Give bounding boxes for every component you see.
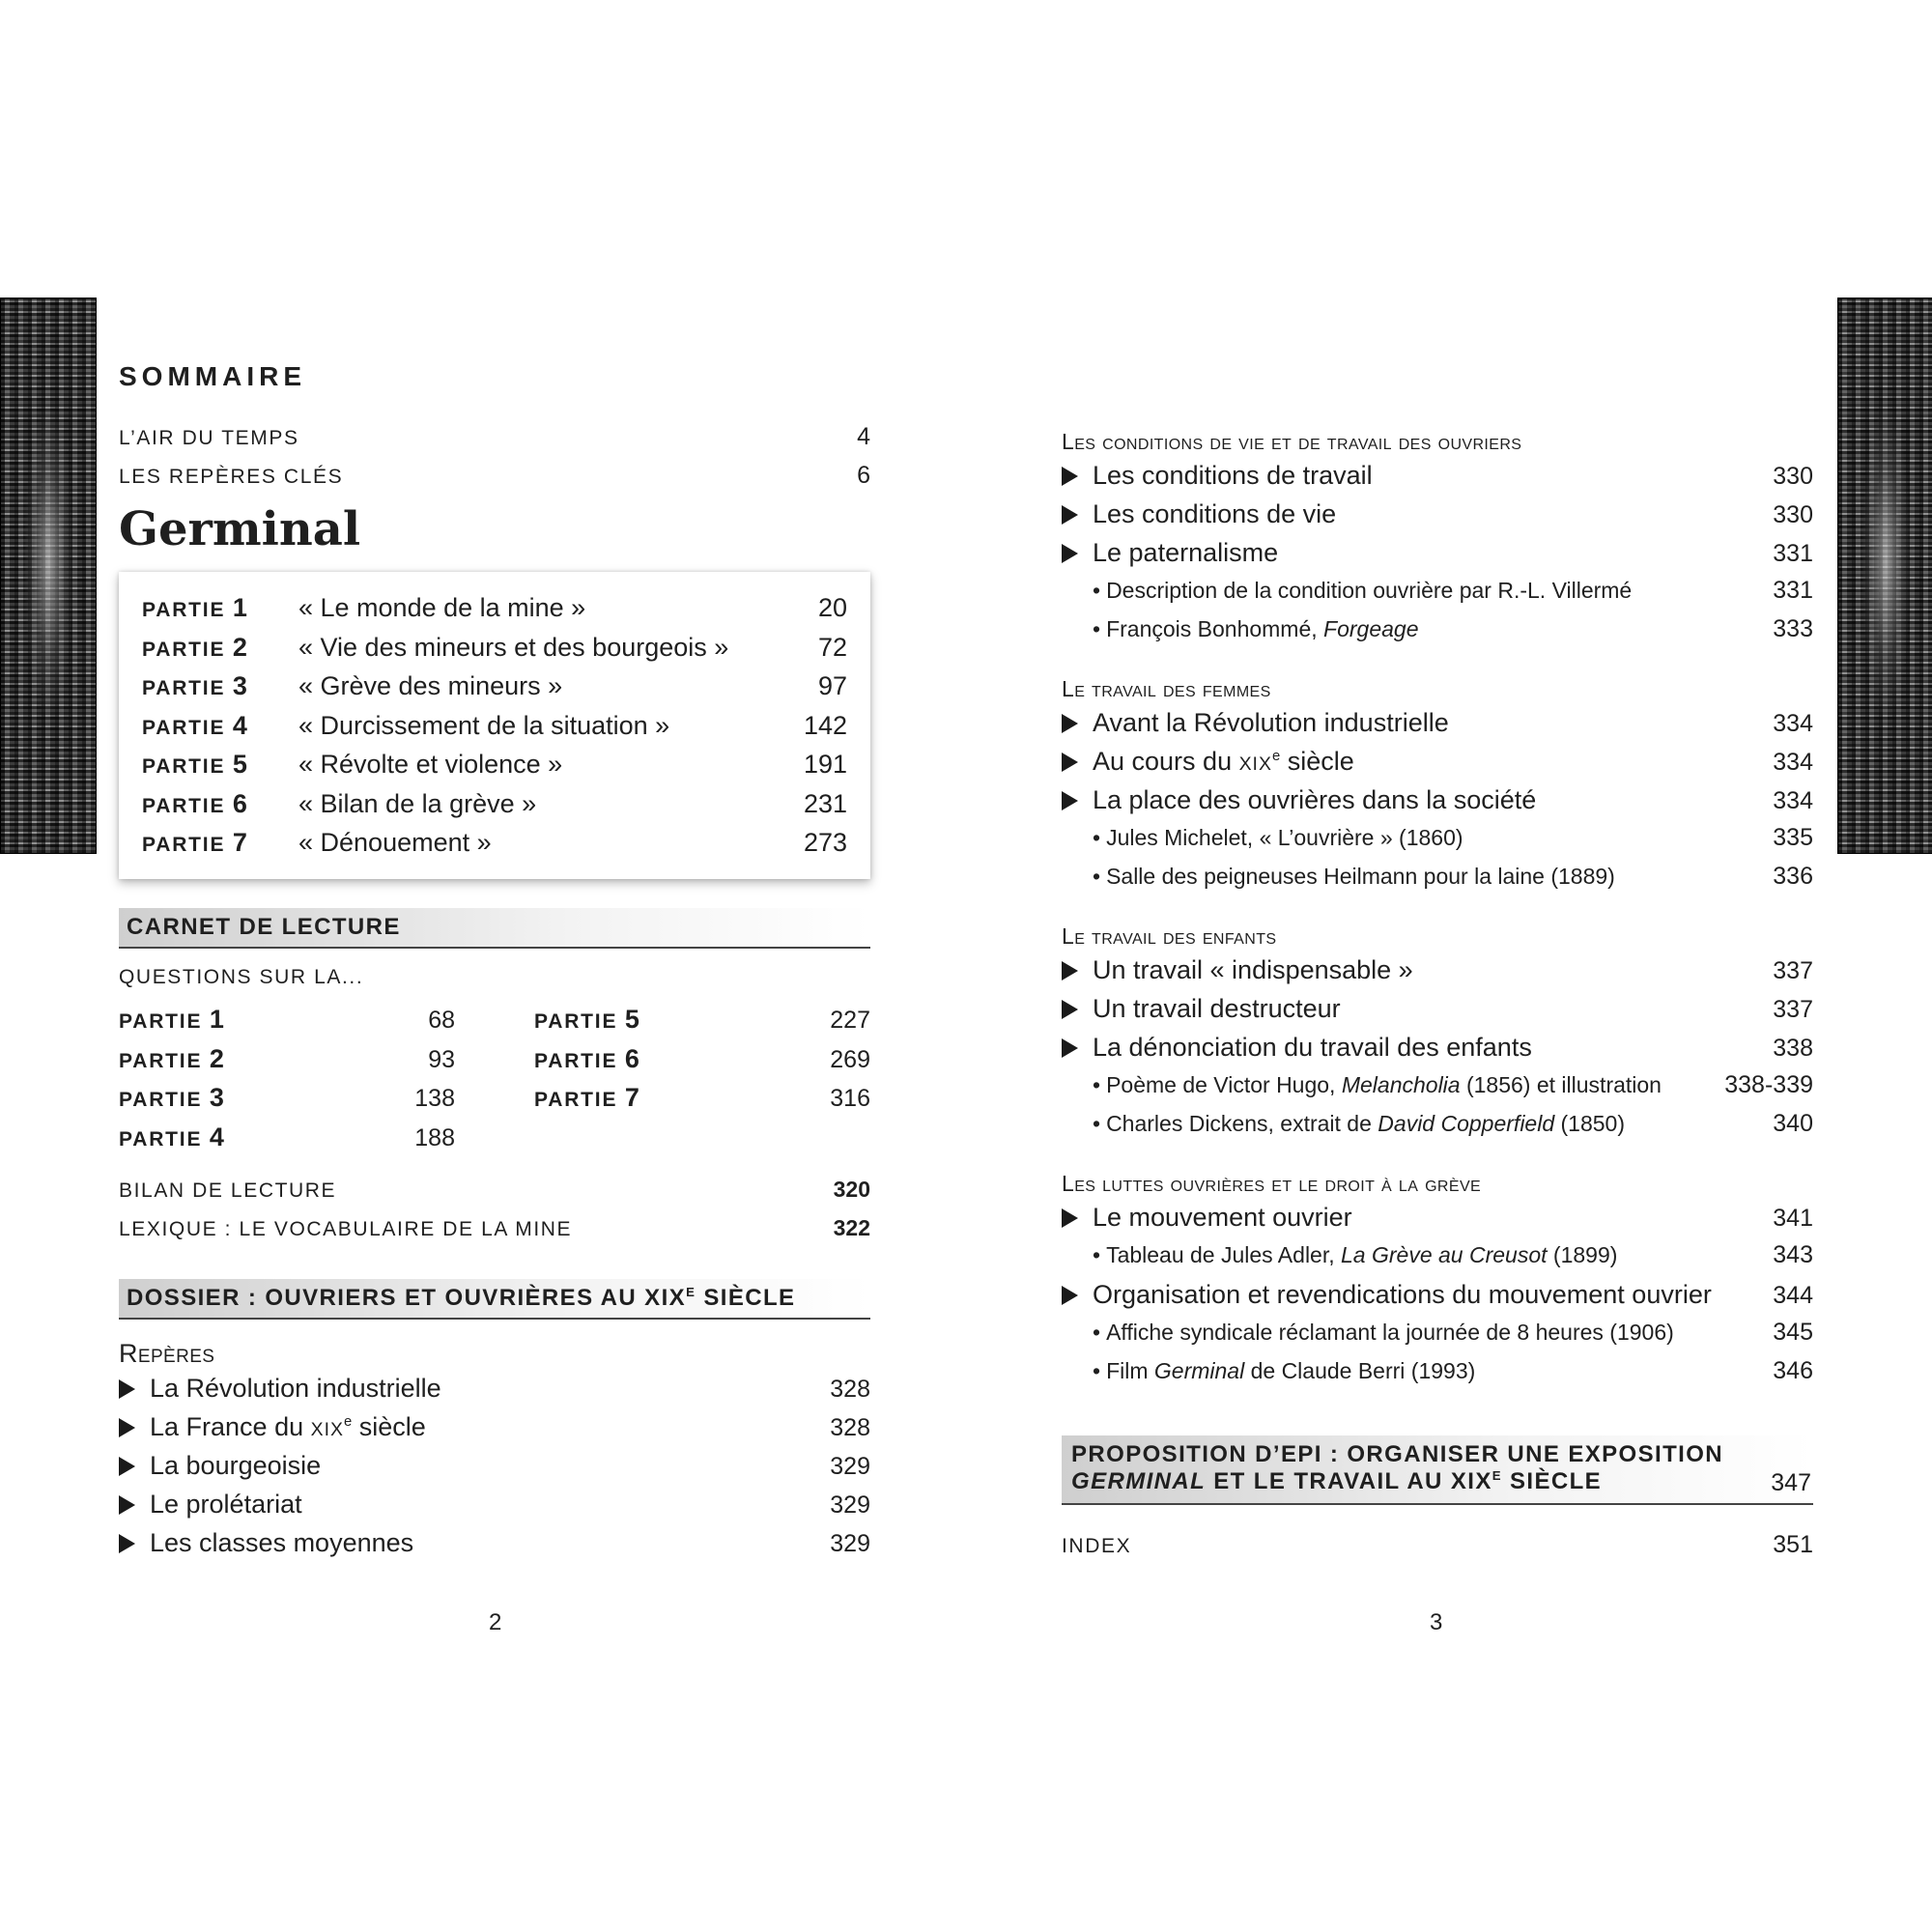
part-title: « Durcissement de la situation » xyxy=(298,710,670,740)
repere-text: La Révolution industrielle xyxy=(150,1374,441,1403)
question-label xyxy=(119,1044,224,1074)
toc-entry[interactable] xyxy=(1062,955,1813,994)
part-title: « Grève des mineurs » xyxy=(298,671,563,700)
part-number: 3 xyxy=(232,671,247,700)
questions-col-1 xyxy=(119,1005,455,1161)
part-label-text: PARTIE xyxy=(142,794,226,817)
entry-text: Salle des peigneuses Heilmann pour la laine (1889) xyxy=(1106,864,1615,889)
entry-text: François Bonhommé, xyxy=(1106,616,1324,641)
repere-text: Les classes moyennes xyxy=(150,1528,414,1557)
repere-page: 328 xyxy=(830,1376,870,1403)
entry-label xyxy=(1062,499,1336,529)
carnet-heading: CARNET DE LECTURE xyxy=(119,908,870,949)
entry-text: Avant la Révolution industrielle xyxy=(1093,708,1449,737)
question-label-text: PARTIE xyxy=(119,1049,203,1072)
part-number: 5 xyxy=(232,750,247,779)
epi-end: SIÈCLE xyxy=(1501,1468,1603,1494)
part-title: « Dénouement » xyxy=(298,828,492,857)
part-label xyxy=(142,750,298,780)
entry-text: Poème de Victor Hugo, xyxy=(1106,1072,1342,1097)
bullet-dot-icon: • xyxy=(1093,1320,1101,1345)
triangle-bullet-icon xyxy=(119,1534,135,1553)
triangle-bullet-icon xyxy=(1062,505,1078,525)
entry-page: 344 xyxy=(1773,1282,1813,1309)
part-page: 72 xyxy=(817,632,847,662)
question-row[interactable] xyxy=(119,1083,455,1122)
entry-label xyxy=(1062,994,1341,1024)
toc-subentry[interactable] xyxy=(1062,824,1813,863)
toc-bilan[interactable] xyxy=(119,1177,870,1203)
part-label-text: PARTIE xyxy=(142,638,226,661)
entry-text: Affiche syndicale réclamant la journée de 8 heures (1906) xyxy=(1106,1320,1674,1345)
question-label xyxy=(534,1083,639,1113)
part-title: « Bilan de la grève » xyxy=(298,788,537,818)
entry-page: 340 xyxy=(1773,1110,1813,1137)
toc-subentry[interactable] xyxy=(1062,1110,1813,1149)
entry-label xyxy=(1093,616,1419,642)
repere-entry[interactable] xyxy=(119,1528,870,1567)
toc-page: 351 xyxy=(1773,1531,1813,1558)
toc-label: LEXIQUE : LE VOCABULAIRE DE LA MINE xyxy=(119,1218,573,1240)
toc-entry[interactable] xyxy=(1062,499,1813,538)
entry-label xyxy=(1093,1358,1475,1384)
toc-entry[interactable] xyxy=(1062,994,1813,1033)
repere-entry[interactable] xyxy=(119,1412,870,1451)
part-label-text: PARTIE xyxy=(142,834,226,856)
toc-subentry[interactable] xyxy=(1062,615,1813,654)
repere-text: La bourgeoisie xyxy=(150,1451,322,1480)
question-number: 1 xyxy=(209,1005,224,1034)
section-heading: Le travail des femmes xyxy=(1062,675,1271,701)
toc-subentry[interactable] xyxy=(1062,1357,1813,1396)
triangle-bullet-icon xyxy=(1062,714,1078,733)
part-label xyxy=(142,711,298,741)
entry-italic: Forgeage xyxy=(1323,616,1419,641)
epi-line-1: PROPOSITION D’EPI : ORGANISER UNE EXPOSITION xyxy=(1071,1441,1724,1467)
part-number: 1 xyxy=(232,593,247,622)
question-page: 138 xyxy=(414,1085,455,1112)
part-row[interactable] xyxy=(142,828,847,867)
entry-page: 331 xyxy=(1773,540,1813,567)
entry-text: Film xyxy=(1106,1358,1154,1383)
repere-page: 329 xyxy=(830,1492,870,1519)
entry-text: Un travail « indispensable » xyxy=(1093,955,1413,984)
entry-text: Les conditions de vie xyxy=(1093,499,1337,528)
parts-box xyxy=(119,572,870,879)
repere-label xyxy=(119,1451,321,1481)
repere-label xyxy=(119,1374,441,1404)
entry-page: 333 xyxy=(1773,615,1813,642)
part-label-text: PARTIE xyxy=(142,716,226,739)
entry-page: 334 xyxy=(1773,710,1813,737)
toc-subentry[interactable] xyxy=(1062,1241,1813,1280)
repere-text-end: siècle xyxy=(352,1412,426,1441)
triangle-bullet-icon xyxy=(1062,467,1078,486)
part-number: 7 xyxy=(232,828,247,857)
part-label xyxy=(142,633,298,663)
question-label xyxy=(119,1083,224,1113)
part-row[interactable] xyxy=(142,750,847,788)
bullet-dot-icon: • xyxy=(1093,578,1101,603)
page-number-right: 3 xyxy=(1430,1609,1443,1635)
question-row[interactable] xyxy=(119,1005,455,1044)
triangle-bullet-icon xyxy=(1062,1038,1078,1058)
repere-page: 328 xyxy=(830,1414,870,1441)
engraving-strip-right xyxy=(1837,298,1932,854)
part-number: 6 xyxy=(232,788,247,818)
epi-page: 347 xyxy=(1771,1469,1811,1496)
part-title: « Le monde de la mine » xyxy=(298,593,586,622)
toc-subentry[interactable] xyxy=(1062,1319,1813,1357)
entry-text-end: (1856) et illustration xyxy=(1460,1072,1662,1097)
right-toc-sections xyxy=(1062,422,1813,1396)
toc-index[interactable] xyxy=(1062,1531,1813,1559)
toc-entry[interactable] xyxy=(1062,461,1813,499)
bullet-dot-icon: • xyxy=(1093,616,1101,641)
entry-text: Charles Dickens, extrait de xyxy=(1106,1111,1378,1136)
triangle-bullet-icon xyxy=(1062,1208,1078,1228)
toc-intro-2[interactable] xyxy=(119,462,870,490)
entry-italic: Germinal xyxy=(1153,1358,1245,1383)
entry-label xyxy=(1093,1111,1625,1137)
entry-label xyxy=(1062,1280,1712,1310)
entry-century: XIX xyxy=(1238,753,1272,775)
repere-entry[interactable] xyxy=(119,1451,870,1490)
toc-label: LES REPÈRES CLÉS xyxy=(119,466,344,488)
triangle-bullet-icon xyxy=(119,1418,135,1437)
part-label xyxy=(142,593,298,623)
entry-page: 343 xyxy=(1773,1241,1813,1268)
question-row[interactable] xyxy=(534,1083,870,1122)
part-title: « Révolte et violence » xyxy=(298,750,563,779)
question-page: 269 xyxy=(830,1045,870,1073)
part-label-text: PARTIE xyxy=(142,599,226,621)
entry-text: Un travail destructeur xyxy=(1093,994,1341,1023)
part-row[interactable] xyxy=(142,789,847,828)
entry-label xyxy=(1093,578,1632,604)
entry-label xyxy=(1062,461,1373,491)
toc-subentry[interactable] xyxy=(1062,1071,1813,1110)
entry-page: 330 xyxy=(1773,501,1813,528)
toc-page: 320 xyxy=(833,1177,870,1202)
toc-entry[interactable] xyxy=(1062,747,1813,785)
toc-page: 6 xyxy=(857,462,870,489)
part-row[interactable] xyxy=(142,633,847,671)
question-label-text: PARTIE xyxy=(119,1127,203,1151)
triangle-bullet-icon xyxy=(1062,1000,1078,1019)
entry-text: Tableau de Jules Adler, xyxy=(1106,1242,1342,1267)
toc-subentry[interactable] xyxy=(1062,863,1813,901)
entry-italic: Melancholia xyxy=(1341,1072,1461,1097)
question-label xyxy=(534,1044,639,1074)
entry-label xyxy=(1093,1242,1617,1268)
repere-text: La France du xyxy=(150,1412,311,1441)
entry-page: 331 xyxy=(1773,577,1813,604)
question-number: 2 xyxy=(209,1043,224,1073)
engraving-strip-left xyxy=(0,298,97,854)
entry-label xyxy=(1093,1072,1662,1098)
part-page: 231 xyxy=(803,788,847,818)
sommaire-title: SOMMAIRE xyxy=(119,361,306,391)
triangle-bullet-icon xyxy=(119,1379,135,1399)
entry-page: 341 xyxy=(1773,1205,1813,1232)
entry-text: Le paternalisme xyxy=(1093,538,1279,567)
questions-label: QUESTIONS SUR LA... xyxy=(119,966,364,988)
part-label-text: PARTIE xyxy=(142,755,226,778)
question-label-text: PARTIE xyxy=(119,1010,203,1033)
entry-label xyxy=(1093,864,1615,890)
question-page: 316 xyxy=(830,1085,870,1112)
entry-page: 338 xyxy=(1773,1035,1813,1062)
repere-page: 329 xyxy=(830,1530,870,1557)
question-label xyxy=(534,1005,639,1035)
toc-entry[interactable] xyxy=(1062,1033,1813,1071)
dossier-heading xyxy=(119,1279,870,1320)
toc-intro-1[interactable] xyxy=(119,423,870,451)
question-label xyxy=(119,1005,224,1035)
entry-label xyxy=(1062,708,1449,738)
questions-col-2 xyxy=(534,1005,870,1122)
book-title: Germinal xyxy=(119,502,361,556)
bullet-dot-icon: • xyxy=(1093,864,1101,889)
triangle-bullet-icon xyxy=(1062,753,1078,772)
section-heading: Les conditions de vie et de travail des ouvriers xyxy=(1062,428,1522,454)
question-page: 93 xyxy=(428,1045,455,1073)
toc-entry[interactable] xyxy=(1062,538,1813,577)
entry-text: Jules Michelet, « L’ouvrière » (1860) xyxy=(1106,825,1463,850)
part-number: 2 xyxy=(232,632,247,662)
entry-label xyxy=(1093,1320,1674,1346)
toc-lexique[interactable] xyxy=(119,1215,870,1241)
entry-label xyxy=(1062,1203,1352,1233)
part-label xyxy=(142,789,298,819)
entry-label xyxy=(1062,785,1536,815)
entry-italic: La Grève au Creusot xyxy=(1341,1242,1548,1267)
question-page: 188 xyxy=(414,1123,455,1151)
repere-page: 329 xyxy=(830,1453,870,1480)
question-row[interactable] xyxy=(119,1044,455,1084)
question-page: 68 xyxy=(428,1007,455,1034)
entry-label xyxy=(1062,1033,1532,1063)
triangle-bullet-icon xyxy=(1062,544,1078,563)
entry-page: 345 xyxy=(1773,1319,1813,1346)
toc-page: 4 xyxy=(857,423,870,450)
epi-line-2-rest: ET LE TRAVAIL AU XIX xyxy=(1206,1468,1492,1494)
part-number: 4 xyxy=(232,710,247,740)
question-number: 6 xyxy=(624,1043,639,1073)
part-page: 20 xyxy=(817,593,847,622)
bullet-dot-icon: • xyxy=(1093,1242,1101,1267)
epi-sup: E xyxy=(1492,1468,1502,1483)
entry-text-end: (1850) xyxy=(1554,1111,1625,1136)
entry-page: 346 xyxy=(1773,1357,1813,1384)
bullet-dot-icon: • xyxy=(1093,1072,1101,1097)
repere-label xyxy=(119,1528,413,1558)
entry-page: 336 xyxy=(1773,863,1813,890)
question-number: 7 xyxy=(624,1083,639,1112)
toc-entry[interactable] xyxy=(1062,785,1813,824)
toc-entry[interactable] xyxy=(1062,1203,1813,1241)
part-row[interactable] xyxy=(142,593,847,632)
entry-text: Organisation et revendications du mouvement ouvrier xyxy=(1093,1280,1712,1309)
triangle-bullet-icon xyxy=(119,1495,135,1515)
question-label-text: PARTIE xyxy=(534,1089,618,1111)
triangle-bullet-icon xyxy=(1062,961,1078,980)
question-label-text: PARTIE xyxy=(119,1089,203,1111)
entry-italic: David Copperfield xyxy=(1378,1111,1555,1136)
entry-text-end: de Claude Berri (1993) xyxy=(1244,1358,1476,1383)
part-page: 191 xyxy=(803,750,847,779)
bullet-dot-icon: • xyxy=(1093,1111,1101,1136)
entry-text: Description de la condition ouvrière par R.-L. Villermé xyxy=(1106,578,1633,603)
repere-label xyxy=(119,1412,426,1442)
entry-label xyxy=(1093,825,1463,851)
repere-text: Le prolétariat xyxy=(150,1490,302,1519)
part-row[interactable] xyxy=(142,711,847,750)
part-label-text: PARTIE xyxy=(142,677,226,699)
entry-page: 337 xyxy=(1773,996,1813,1023)
part-label xyxy=(142,828,298,858)
entry-page: 337 xyxy=(1773,957,1813,984)
part-page: 273 xyxy=(803,828,847,857)
question-page: 227 xyxy=(830,1007,870,1034)
repere-entry[interactable] xyxy=(119,1490,870,1528)
part-title: « Vie des mineurs et des bourgeois » xyxy=(298,632,729,662)
question-label-text: PARTIE xyxy=(534,1049,618,1072)
question-row[interactable] xyxy=(534,1005,870,1044)
page-number-left: 2 xyxy=(489,1609,502,1635)
dossier-heading-text: DOSSIER : OUVRIERS ET OUVRIÈRES AU XIX xyxy=(127,1285,687,1311)
entry-page: 338-339 xyxy=(1724,1071,1813,1098)
entry-text: Au cours du xyxy=(1093,747,1239,776)
bullet-dot-icon: • xyxy=(1093,1358,1101,1383)
entry-page: 334 xyxy=(1773,749,1813,776)
entry-page: 334 xyxy=(1773,787,1813,814)
toc-entry[interactable] xyxy=(1062,708,1813,747)
entry-text-end: (1899) xyxy=(1547,1242,1618,1267)
epi-block[interactable] xyxy=(1062,1435,1813,1505)
repere-entry[interactable] xyxy=(119,1374,870,1412)
entry-page: 335 xyxy=(1773,824,1813,851)
toc-entry[interactable] xyxy=(1062,1280,1813,1319)
entry-text-end: siècle xyxy=(1280,747,1354,776)
epi-germinal: GERMINAL xyxy=(1071,1468,1207,1494)
triangle-bullet-icon xyxy=(119,1457,135,1476)
dossier-heading-end: SIÈCLE xyxy=(696,1285,796,1311)
reperes-list xyxy=(119,1374,870,1567)
question-row[interactable] xyxy=(119,1122,455,1162)
repere-sup: e xyxy=(343,1414,353,1430)
entry-text: Le mouvement ouvrier xyxy=(1093,1203,1352,1232)
entry-text: La dénonciation du travail des enfants xyxy=(1093,1033,1532,1062)
toc-subentry[interactable] xyxy=(1062,577,1813,615)
part-label xyxy=(142,671,298,701)
right-page xyxy=(966,0,1932,1932)
question-label-text: PARTIE xyxy=(534,1010,618,1033)
part-page: 142 xyxy=(803,710,847,740)
entry-page: 330 xyxy=(1773,463,1813,490)
question-row[interactable] xyxy=(534,1044,870,1084)
question-number: 3 xyxy=(209,1083,224,1112)
dossier-heading-sup: E xyxy=(686,1285,696,1299)
reperes-heading: Repères xyxy=(119,1339,215,1368)
toc-label: L’AIR DU TEMPS xyxy=(119,427,299,449)
section-heading: Les luttes ouvrières et le droit à la grève xyxy=(1062,1170,1482,1196)
entry-sup: e xyxy=(1271,749,1281,764)
section-heading: Le travail des enfants xyxy=(1062,923,1277,949)
entry-label xyxy=(1062,747,1354,777)
bullet-dot-icon: • xyxy=(1093,825,1101,850)
entry-label xyxy=(1062,538,1278,568)
question-number: 4 xyxy=(209,1122,224,1151)
toc-page: 322 xyxy=(833,1215,870,1240)
entry-label xyxy=(1062,955,1413,985)
part-page: 97 xyxy=(817,671,847,700)
triangle-bullet-icon xyxy=(1062,791,1078,810)
repere-label xyxy=(119,1490,302,1520)
toc-label: BILAN DE LECTURE xyxy=(119,1179,337,1202)
epi-line-2 xyxy=(1071,1468,1804,1495)
question-number: 5 xyxy=(624,1005,639,1034)
entry-text: La place des ouvrières dans la société xyxy=(1093,785,1537,814)
repere-century: XIX xyxy=(310,1419,344,1440)
entry-text: Les conditions de travail xyxy=(1093,461,1373,490)
question-label xyxy=(119,1122,224,1152)
part-row[interactable] xyxy=(142,671,847,710)
toc-label: INDEX xyxy=(1062,1535,1132,1557)
triangle-bullet-icon xyxy=(1062,1286,1078,1305)
